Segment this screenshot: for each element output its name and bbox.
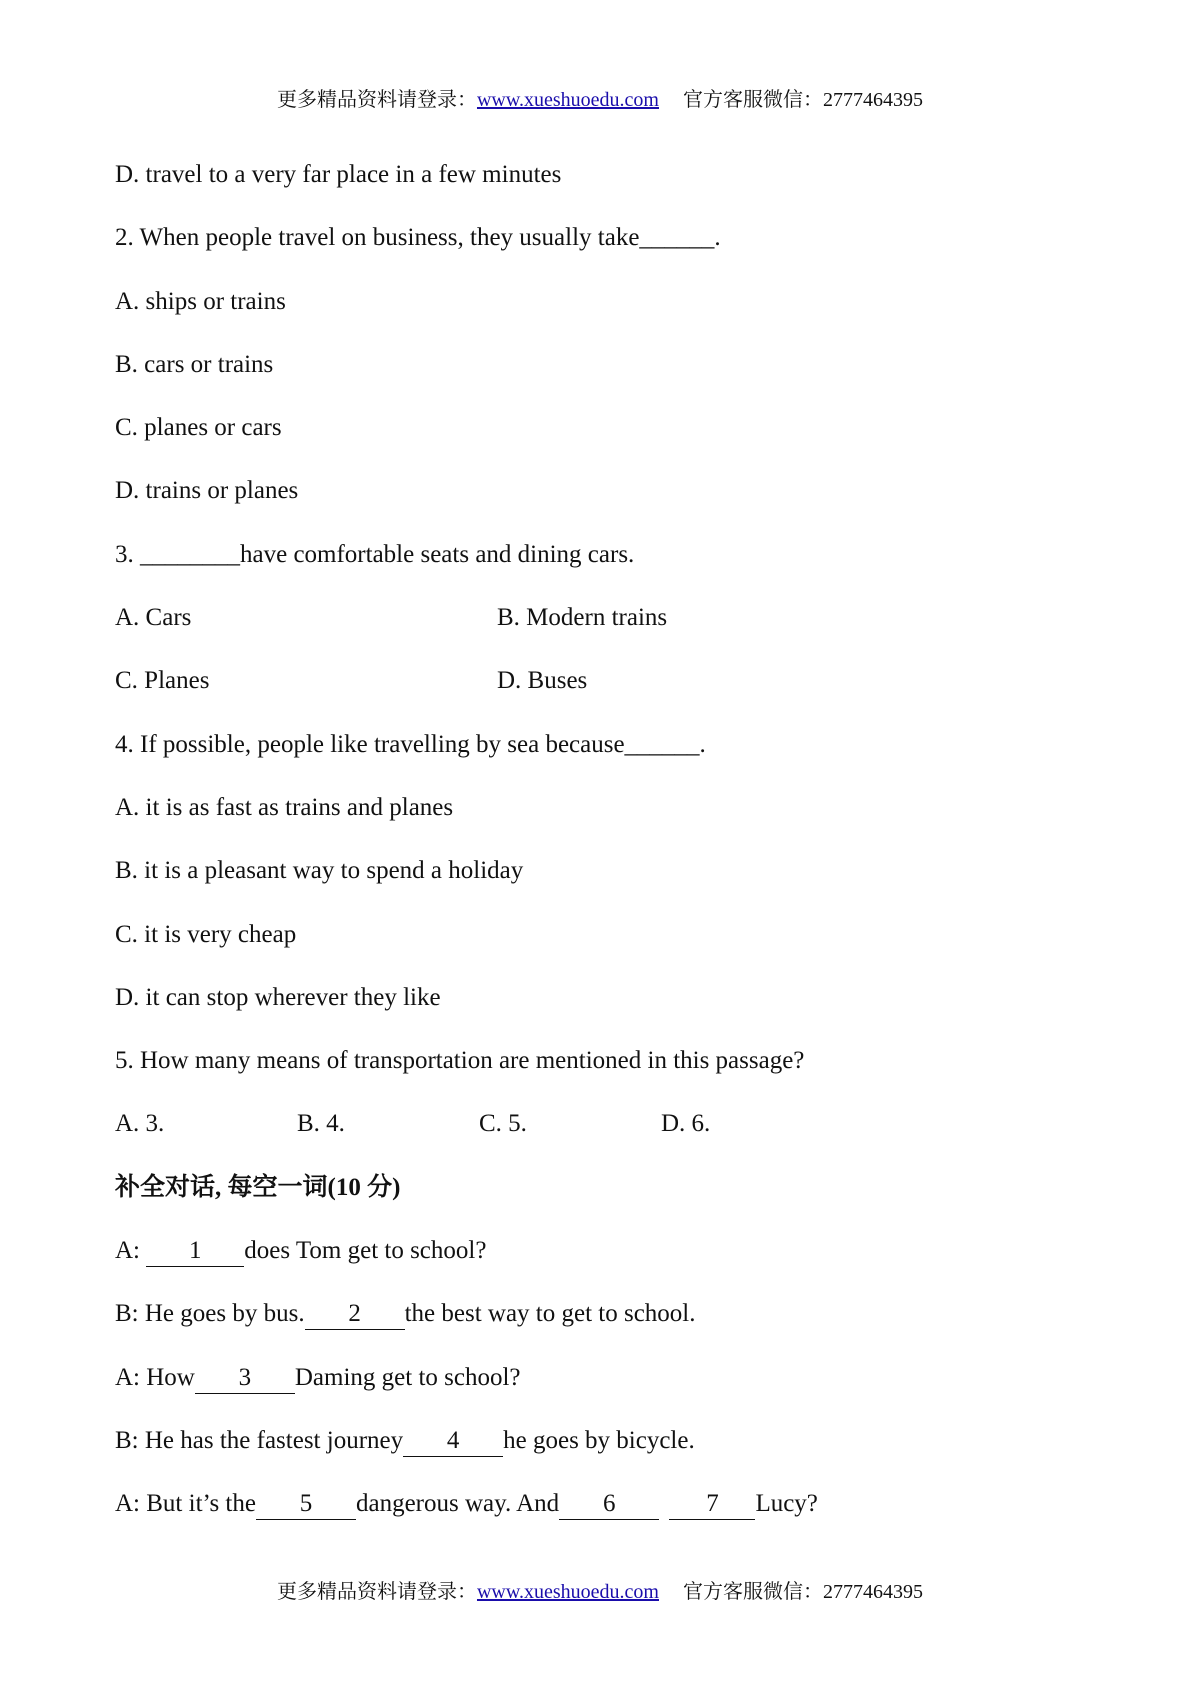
- q5-option-a: A. 3.: [115, 1110, 165, 1138]
- blank-2[interactable]: 2: [305, 1301, 405, 1330]
- q2-option-a: A. ships or trains: [115, 287, 286, 315]
- dialog-5-text-a: A: But it’s the: [115, 1490, 256, 1518]
- dialog-4-text-a: B: He has the fastest journey: [115, 1426, 404, 1454]
- footer-link[interactable]: www.xueshuoedu.com: [476, 1581, 659, 1603]
- blank-4[interactable]: 4: [403, 1428, 503, 1457]
- q2-option-d: D. trains or planes: [115, 477, 299, 505]
- q2-option-c: C. planes or cars: [115, 414, 282, 442]
- q4-option-a: A. it is as fast as trains and planes: [115, 793, 454, 821]
- q5-option-c: C. 5.: [479, 1110, 527, 1138]
- q5-question: 5. How many means of transportation are mentioned in this passage?: [115, 1047, 805, 1075]
- q3-question: 3. ________have comfortable seats and dining cars.: [115, 540, 635, 568]
- q3-option-a: A. Cars: [115, 604, 192, 632]
- document-body: [115, 158, 1115, 1551]
- dialog-3-text-b: Daming get to school?: [294, 1363, 521, 1391]
- q1-option-d: D. travel to a very far place in a few minutes: [115, 161, 562, 188]
- dialog-3-text-a: A: How: [115, 1363, 195, 1391]
- blank-5[interactable]: 5: [256, 1491, 356, 1520]
- q2-option-b: B. cars or trains: [115, 350, 274, 378]
- footer-prefix: 更多精品资料请登录：: [276, 1581, 477, 1603]
- header-prefix: 更多精品资料请登录：: [276, 89, 477, 111]
- q3-options-row-1: [115, 601, 1115, 664]
- page-footer: [0, 1580, 1200, 1604]
- dialog-line-1: [115, 1234, 1115, 1297]
- dialog-4-text-b: he goes by bicycle.: [503, 1426, 695, 1454]
- q4-question: 4. If possible, people like travelling by sea because______.: [115, 730, 706, 758]
- q4-option-c: C. it is very cheap: [115, 920, 297, 948]
- dialog-line-5: [115, 1487, 1115, 1550]
- q4-option-b: B. it is a pleasant way to spend a holiday: [115, 857, 524, 885]
- page-header: [0, 88, 1200, 112]
- q3-options-row-2: [115, 664, 1115, 727]
- q5-option-d: D. 6.: [661, 1110, 711, 1138]
- q3-option-b: B. Modern trains: [497, 604, 668, 632]
- q3-option-d: D. Buses: [497, 667, 588, 695]
- dialog-2-text-a: B: He goes by bus.: [115, 1300, 305, 1328]
- blank-1[interactable]: 1: [146, 1238, 244, 1267]
- dialog-5-text-b: dangerous way. And: [355, 1490, 560, 1518]
- header-link[interactable]: www.xueshuoedu.com: [476, 89, 659, 111]
- dialog-5-text-c: Lucy?: [755, 1490, 818, 1518]
- dialog-line-4: [115, 1424, 1115, 1487]
- dialog-1-speaker: A:: [115, 1237, 147, 1265]
- q5-options-row: [115, 1107, 1115, 1170]
- q2-question: 2. When people travel on business, they usually take______.: [115, 224, 721, 252]
- footer-contact: 官方客服微信：2777464395: [683, 1581, 923, 1603]
- blank-6[interactable]: 6: [559, 1491, 659, 1520]
- dialog-section-title: 补全对话, 每空一词(10 分): [115, 1173, 401, 1201]
- q3-option-c: C. Planes: [115, 667, 210, 695]
- blank-7[interactable]: 7: [669, 1491, 755, 1520]
- blank-3[interactable]: 3: [195, 1365, 295, 1394]
- dialog-line-2: [115, 1297, 1115, 1360]
- dialog-line-3: [115, 1361, 1115, 1424]
- q5-option-b: B. 4.: [297, 1110, 345, 1138]
- header-contact: 官方客服微信：2777464395: [683, 89, 923, 111]
- dialog-2-text-b: the best way to get to school.: [404, 1300, 696, 1328]
- q4-option-d: D. it can stop wherever they like: [115, 983, 441, 1011]
- dialog-1-text: does Tom get to school?: [244, 1237, 487, 1265]
